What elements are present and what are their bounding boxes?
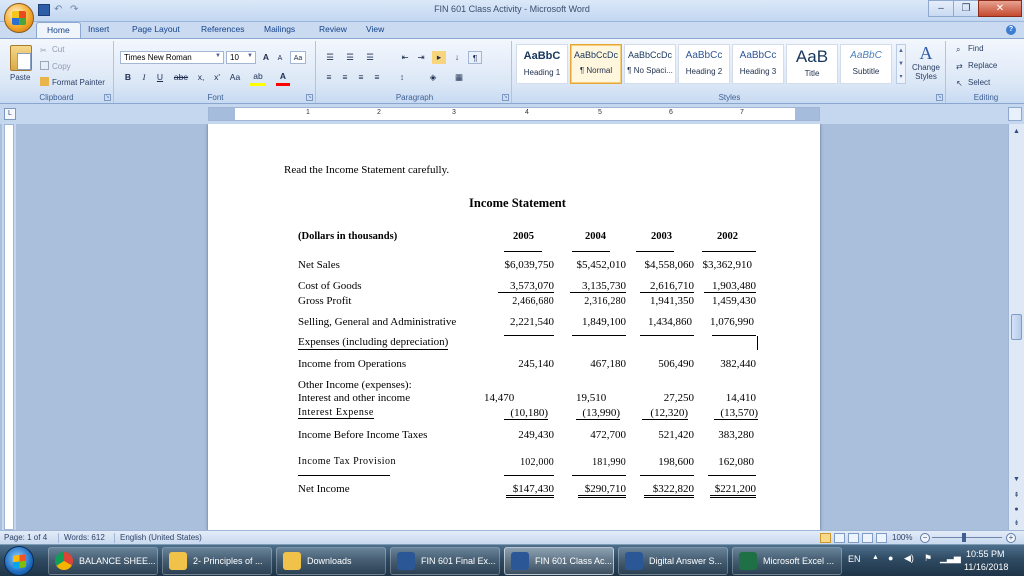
style-name: ¶ No Spaci... (627, 66, 673, 75)
style-name: Heading 1 (523, 68, 561, 77)
style-sample: AaBbC (850, 50, 882, 61)
style-name: Heading 2 (685, 67, 723, 76)
chevron-down-icon: ▼ (247, 53, 253, 59)
font-launcher-icon[interactable]: ↘ (307, 94, 312, 100)
tab-mailings[interactable]: Mailings (264, 24, 296, 34)
text-caret (757, 336, 758, 350)
view-ruler-icon[interactable] (1008, 107, 1022, 121)
cell-value: 198,600 (658, 456, 694, 468)
zoom-slider-thumb[interactable] (962, 533, 966, 542)
font-name-box[interactable] (120, 51, 224, 64)
row-label: Income Before Income Taxes (298, 429, 428, 441)
vertical-scrollbar[interactable] (1008, 124, 1024, 530)
align-right-icon[interactable]: ≡ (358, 72, 364, 82)
word-icon (397, 552, 415, 570)
brush-icon (40, 77, 49, 86)
cell-value: 467,180 (590, 358, 626, 370)
header-label: (Dollars in thousands) (298, 231, 398, 242)
taskbar (0, 544, 1024, 576)
style-no-spacing[interactable] (624, 44, 676, 84)
row-label: Other Income (expenses): (298, 379, 412, 391)
style-normal[interactable] (570, 44, 622, 84)
scroll-up-icon[interactable]: ▲ (1013, 128, 1020, 135)
style-sample: AaBbCcDc (573, 50, 618, 60)
highlight-color-swatch (250, 83, 266, 86)
tab-selector-icon[interactable]: L (4, 108, 16, 120)
row-label: Interest Expense (298, 407, 374, 418)
font-color-button[interactable]: A (279, 71, 287, 81)
cell-value: 2,316,280 (584, 296, 626, 307)
taskbar-item-chrome[interactable] (48, 547, 158, 575)
row-label: Net Income (298, 483, 350, 495)
copy-label: Copy (52, 62, 71, 71)
zoom-level[interactable]: 100% (892, 533, 913, 542)
subtotal-rule (640, 335, 694, 336)
borders-icon[interactable]: ▦ (454, 72, 464, 82)
cell-value: 3,135,730 (570, 280, 626, 293)
intro-text: Read the Income Statement carefully. (284, 164, 450, 176)
bold-button[interactable]: B (124, 72, 132, 82)
ruler-number: 1 (306, 109, 310, 116)
volume-icon[interactable]: ◀) (904, 553, 914, 563)
change-styles-label: Change Styles (911, 63, 941, 81)
row-label: Cost of Goods (298, 280, 362, 292)
cell-value: 1,849,100 (582, 316, 626, 328)
strikethrough-button[interactable]: abe (173, 72, 189, 82)
subtotal-rule (712, 335, 756, 336)
style-heading-1[interactable] (516, 44, 568, 84)
paragraph-group (318, 41, 512, 103)
numbering-icon[interactable]: ☰ (346, 52, 354, 62)
statement-title: Income Statement (469, 196, 566, 210)
cell-value: $5,452,010 (576, 259, 626, 271)
year-header: 2003 (651, 231, 672, 242)
text-direction-icon[interactable]: ▸ (432, 51, 446, 64)
cell-value: 521,420 (658, 429, 694, 441)
style-sample: AaB (795, 47, 829, 66)
tab-insert[interactable]: Insert (88, 24, 110, 34)
grow-font-button[interactable]: A (262, 52, 270, 62)
cell-value: $4,558,060 (644, 259, 694, 271)
cell-value: 3,573,070 (498, 280, 554, 293)
paste-button[interactable]: Paste (10, 73, 31, 82)
year-header: 2002 (717, 231, 738, 242)
cell-value: 506,490 (658, 358, 694, 370)
cell-value: 1,459,430 (712, 295, 756, 307)
row-label: Income from Operations (298, 358, 407, 370)
replace-icon: ⇄ (956, 62, 963, 71)
zoom-out-icon[interactable]: − (920, 533, 930, 543)
underline-button[interactable]: U (156, 72, 164, 82)
taskbar-item-label: BALANCE SHEE... (79, 556, 156, 566)
ruler-right-margin (795, 108, 819, 120)
tab-references[interactable]: References (201, 24, 245, 34)
header-rule (636, 251, 674, 252)
cell-value: 1,076,990 (710, 316, 754, 328)
cut-button[interactable] (40, 45, 64, 55)
style-subtitle[interactable] (840, 44, 892, 84)
font-color-swatch (276, 83, 290, 86)
copy-icon (40, 61, 49, 70)
tab-page-layout[interactable]: Page Layout (132, 24, 180, 34)
scissors-icon: ✂ (40, 46, 47, 55)
ruler-number: 6 (669, 109, 673, 116)
tab-review[interactable]: Review (319, 24, 347, 34)
language-indicator[interactable]: English (United States) (120, 533, 202, 542)
select-label: Select (968, 78, 991, 87)
clock-time[interactable]: 10:55 PM (966, 549, 1005, 559)
subtotal-rule (504, 335, 554, 336)
cell-value: 1,903,480 (704, 280, 756, 293)
chrome-icon (55, 552, 73, 570)
shrink-font-button[interactable]: A (277, 55, 283, 62)
cell-value: 181,990 (592, 457, 626, 468)
ruler-number: 4 (525, 109, 529, 116)
ruler-left-margin (209, 108, 235, 120)
title-bar (0, 0, 1024, 22)
align-left-icon[interactable]: ≡ (326, 72, 332, 82)
select-button[interactable] (956, 78, 990, 88)
sort-icon[interactable]: ↓ (454, 52, 460, 62)
style-name: Heading 3 (739, 67, 777, 76)
cell-value: $6,039,750 (504, 259, 554, 271)
chevron-down-icon: ▼ (215, 53, 221, 59)
style-name: Title (804, 69, 820, 78)
folder-icon (169, 552, 187, 570)
maximize-button[interactable]: ❐ (953, 0, 979, 17)
paragraph-launcher-icon[interactable]: ↘ (503, 94, 508, 100)
row-label: Interest and other income (298, 392, 411, 404)
style-sample: AaBbCc (739, 50, 777, 61)
previous-page-icon[interactable]: ⇞ (1013, 492, 1020, 499)
styles-label: Styles (718, 93, 741, 102)
horizontal-ruler[interactable] (208, 107, 820, 121)
style-heading-2[interactable] (678, 44, 730, 84)
scroll-thumb[interactable] (1011, 314, 1022, 340)
cell-value: 2,466,680 (512, 296, 554, 307)
system-tray (844, 545, 1024, 576)
word-icon (625, 552, 643, 570)
format-painter-label: Format Painter (52, 78, 105, 87)
increase-indent-icon[interactable]: ⇥ (417, 52, 425, 62)
tax-rule (298, 475, 390, 476)
bullets-icon[interactable]: ☰ (326, 52, 334, 62)
draft-view-icon[interactable] (876, 533, 887, 543)
cell-value: 249,430 (518, 429, 554, 441)
clipboard-group (0, 41, 114, 103)
cell-value: 383,280 (718, 429, 754, 441)
change-case-button[interactable]: Aa (229, 72, 241, 82)
cell-value: (10,180) (504, 407, 548, 420)
taskbar-item-label: FIN 601 Class Ac... (535, 556, 613, 566)
format-painter-button[interactable] (40, 77, 105, 87)
browse-object-icon[interactable]: ● (1014, 506, 1019, 513)
undo-icon[interactable]: ↶ (54, 4, 63, 15)
binoculars-icon: ⌕ (956, 45, 961, 54)
cell-value: (13,570) (714, 407, 758, 420)
cell-value: $322,820 (644, 483, 694, 498)
zoom-in-icon[interactable]: + (1006, 533, 1016, 543)
word-count[interactable]: Words: 612 (64, 533, 105, 542)
scroll-down-icon[interactable]: ▼ (1013, 476, 1020, 483)
taskbar-item-word-final[interactable] (390, 547, 500, 575)
highlight-button[interactable]: ab (253, 71, 263, 81)
ribbon (0, 38, 1024, 104)
clipboard-launcher-icon[interactable]: ↘ (105, 94, 110, 100)
justify-icon[interactable]: ≡ (374, 72, 380, 82)
cell-value: $290,710 (578, 483, 626, 498)
year-header: 2004 (585, 231, 606, 242)
editing-label: Editing (973, 93, 999, 102)
next-page-icon[interactable]: ⇟ (1013, 520, 1020, 527)
style-sample: AaBbCc (685, 50, 723, 61)
replace-button[interactable] (956, 61, 997, 71)
folder-icon (283, 552, 301, 570)
document-area (0, 124, 1008, 530)
taskbar-item-downloads[interactable] (276, 547, 386, 575)
word-icon (511, 552, 529, 570)
tax-rule (708, 475, 756, 476)
header-rule (504, 251, 542, 252)
row-label: Selling, General and Administrative (298, 316, 457, 328)
ruler-number: 2 (377, 109, 381, 116)
taskbar-item-label: Downloads (307, 556, 352, 566)
style-sample: AaBbCcDc (627, 50, 672, 60)
find-button[interactable] (956, 44, 984, 54)
styles-scroll-icon[interactable]: ▲ ▼ ▾ (896, 44, 906, 84)
taskbar-item-folder[interactable] (162, 547, 272, 575)
cursor-icon: ↖ (956, 79, 963, 88)
change-styles-icon: A (919, 43, 933, 63)
cell-value: 14,410 (725, 392, 756, 404)
style-name: ¶ Normal (579, 66, 613, 75)
cell-value: 27,250 (663, 392, 694, 404)
start-button[interactable] (4, 546, 34, 576)
decrease-indent-icon[interactable]: ⇤ (401, 52, 409, 62)
cell-value: (13,990) (576, 407, 620, 420)
italic-button[interactable]: I (142, 72, 146, 82)
ribbon-tabs (0, 22, 1024, 38)
print-layout-icon[interactable] (820, 533, 831, 543)
tax-rule (504, 475, 554, 476)
page-count[interactable]: Page: 1 of 4 (4, 533, 48, 542)
font-group (116, 41, 316, 103)
taskbar-item-label: FIN 601 Final Ex... (421, 556, 496, 566)
window-title: FIN 601 Class Activity - Microsoft Word (434, 4, 590, 14)
signal-icon[interactable]: ▁▃▅ (940, 553, 961, 563)
cell-value: 162,080 (718, 456, 754, 468)
line-spacing-icon[interactable]: ↕ (399, 72, 405, 82)
ruler-row (0, 104, 1024, 124)
style-heading-3[interactable] (732, 44, 784, 84)
taskbar-item-label: Digital Answer S... (649, 556, 723, 566)
flag-icon[interactable]: ⚑ (924, 553, 933, 563)
ruler-number: 5 (598, 109, 602, 116)
header-rule (572, 251, 610, 252)
change-styles-button[interactable] (908, 43, 944, 81)
style-title[interactable] (786, 44, 838, 84)
cell-value: $147,430 (506, 483, 554, 498)
styles-launcher-icon[interactable]: ↘ (937, 94, 942, 100)
outline-view-icon[interactable] (862, 533, 873, 543)
style-sample: AaBbC (523, 50, 561, 62)
cell-value: 19,510 (576, 392, 607, 404)
tax-rule (572, 475, 626, 476)
taskbar-item-excel[interactable] (732, 547, 842, 575)
font-size-value: 10 (230, 53, 239, 62)
cell-value: 2,616,710 (640, 280, 694, 293)
cut-label: Cut (52, 45, 65, 54)
subtotal-rule (572, 335, 626, 336)
year-header: 2005 (513, 231, 534, 242)
close-button[interactable]: ✕ (978, 0, 1022, 17)
clock-date[interactable]: 11/16/2018 (964, 562, 1009, 572)
row-label: Expenses (including depreciation) (298, 336, 449, 348)
clipboard-label: Clipboard (39, 93, 74, 102)
shading-icon[interactable]: ◈ (429, 72, 437, 82)
font-size-box[interactable] (226, 51, 256, 64)
cell-value: 472,700 (590, 429, 626, 441)
font-label: Font (207, 93, 224, 102)
paste-icon[interactable] (10, 45, 32, 71)
zoom-slider[interactable] (932, 537, 1002, 538)
cell-value: $221,200 (710, 483, 756, 498)
tax-rule (640, 475, 694, 476)
paragraph-label: Paragraph (395, 93, 434, 102)
row-label: Gross Profit (298, 295, 352, 307)
multilevel-list-icon[interactable]: ☰ (366, 52, 374, 62)
help-icon[interactable]: ? (1006, 25, 1016, 35)
row-label: Income Tax Provision (298, 456, 396, 467)
ruler-number: 7 (740, 109, 744, 116)
copy-button[interactable] (40, 61, 71, 71)
tab-view[interactable]: View (366, 24, 385, 34)
ruler-number: 3 (452, 109, 456, 116)
web-layout-icon[interactable] (848, 533, 859, 543)
full-screen-reading-icon[interactable] (834, 533, 845, 543)
cell-value: 1,941,350 (650, 295, 694, 307)
cell-value: 245,140 (518, 358, 554, 370)
cell-value: 382,440 (720, 358, 756, 370)
superscript-button[interactable]: x' (214, 72, 220, 82)
show-marks-button[interactable]: ¶ (468, 51, 482, 64)
office-logo-icon (12, 11, 26, 25)
align-center-icon[interactable]: ≡ (342, 72, 348, 82)
document-page[interactable] (208, 124, 820, 530)
cell-value: $3,362,910 (702, 259, 752, 271)
taskbar-item-word-digital[interactable] (618, 547, 728, 575)
subscript-button[interactable]: x, (197, 72, 205, 82)
office-button[interactable] (4, 3, 34, 33)
tab-home[interactable]: Home (36, 22, 81, 38)
taskbar-item-word-class[interactable] (504, 547, 614, 575)
language-indicator[interactable]: EN (848, 554, 861, 564)
clear-formatting-button[interactable]: Aa (290, 51, 306, 64)
cell-value: 14,470 (484, 392, 515, 404)
replace-label: Replace (968, 61, 998, 70)
redo-icon[interactable]: ↷ (70, 4, 79, 15)
vertical-ruler (2, 124, 16, 530)
excel-icon (739, 552, 757, 570)
find-label: Find (968, 44, 984, 53)
show-hidden-icons-icon[interactable]: ▲ (872, 554, 879, 561)
taskbar-item-label: 2- Principles of ... (193, 556, 263, 566)
cell-value: 1,434,860 (648, 316, 692, 328)
status-bar (0, 530, 1024, 544)
font-name-value: Times New Roman (124, 53, 192, 62)
style-name: Subtitle (852, 67, 880, 76)
taskbar-item-label: Microsoft Excel ... (763, 556, 835, 566)
cell-value: 102,000 (520, 457, 554, 468)
cell-value: (12,320) (642, 407, 688, 420)
header-rule (702, 251, 756, 252)
minimize-button[interactable]: – (928, 0, 954, 17)
cell-value: 2,221,540 (510, 316, 554, 328)
network-status-icon[interactable]: ● (888, 553, 894, 563)
row-label: Net Sales (298, 259, 340, 271)
